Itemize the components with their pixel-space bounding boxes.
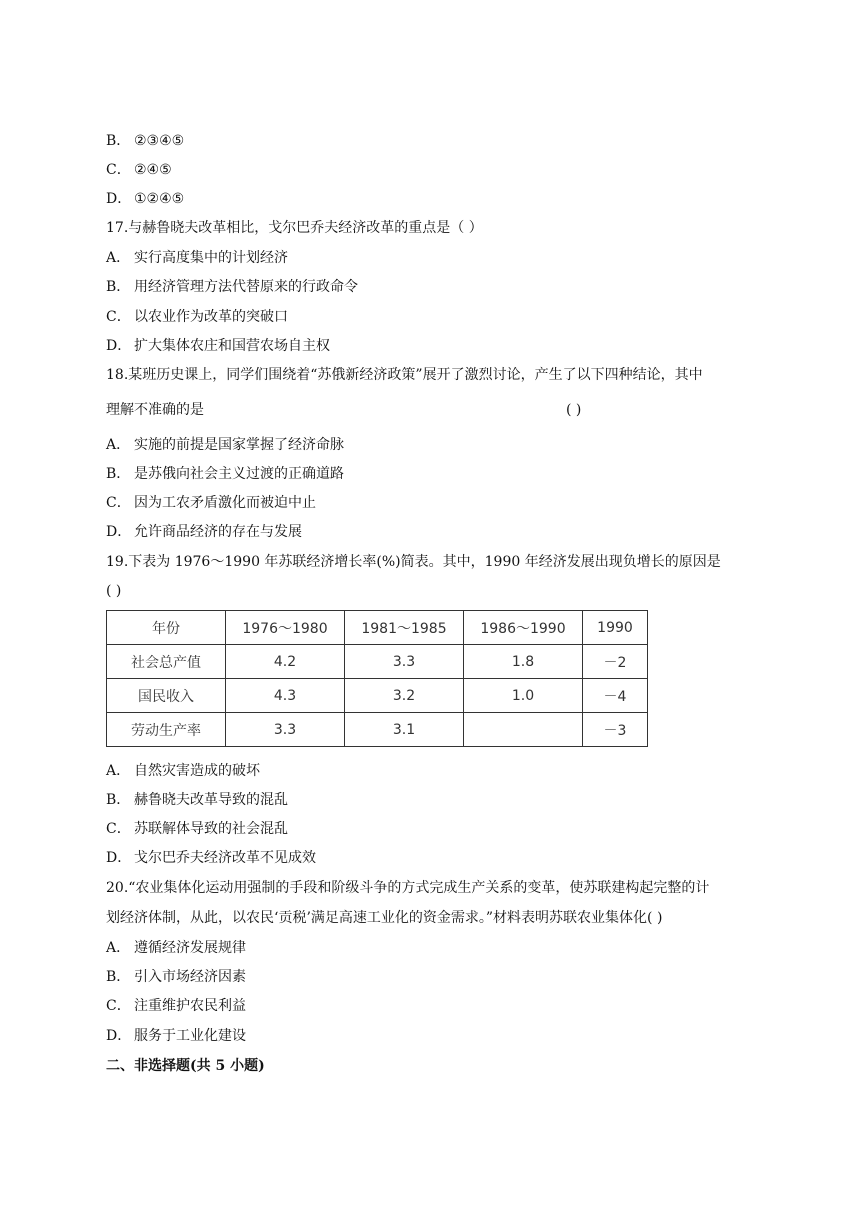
option-text: 因为工农矛盾激化而被迫中止: [134, 495, 316, 511]
option-letter: C．: [106, 998, 131, 1014]
table-cell: 3.3: [226, 713, 345, 747]
table-cell: 4.2: [226, 645, 345, 679]
option-text: 引入市场经济因素: [134, 969, 246, 985]
option-letter: B．: [106, 969, 131, 985]
option-text: 赫鲁晓夫改革导致的混乱: [134, 792, 288, 808]
q19-option-c: [106, 819, 288, 839]
growth-rate-table: [106, 610, 648, 747]
option-letter: B．: [106, 133, 131, 149]
option-letter: B．: [106, 279, 131, 295]
option-text: 允许商品经济的存在与发展: [134, 524, 302, 540]
option-text: 戈尔巴乔夫经济改革不见成效: [134, 850, 316, 866]
q20-stem-line1: 20.“农业集体化运动用强制的手段和阶级斗争的方式完成生产关系的变革，使苏联建构起完整的计: [106, 880, 710, 896]
option-text: 用经济管理方法代替原来的行政命令: [134, 279, 358, 295]
table-cell: [464, 713, 583, 747]
option-letter: C．: [106, 821, 131, 837]
q19-option-d: [106, 848, 316, 868]
option-text: 注重维护农民利益: [134, 998, 246, 1014]
option-text: 服务于工业化建设: [134, 1028, 246, 1044]
table-cell: 国民收入: [107, 679, 226, 713]
q18-stem-line1: 18.某班历史课上，同学们围绕着“苏俄新经济政策”展开了激烈讨论，产生了以下四种结论，其中: [106, 367, 703, 383]
q18-option-a: [106, 435, 344, 455]
option-text: 以农业作为改革的突破口: [134, 309, 288, 325]
q19-stem-line1: 19.下表为 1976～1990 年苏联经济增长率(%)简表。其中，1990 年经济发展出现负增长的原因是: [106, 554, 721, 570]
option-letter: D．: [106, 524, 132, 540]
q18-option-c: [106, 493, 316, 513]
option-text: 自然灾害造成的破坏: [134, 763, 260, 779]
option-letter: C．: [106, 309, 131, 325]
table-cell: －2: [583, 645, 648, 679]
table-header-cell: 1986～1990: [464, 611, 583, 645]
option-text: 遵循经济发展规律: [134, 940, 246, 956]
q17-option-a: [106, 248, 288, 268]
table-cell: 3.3: [345, 645, 464, 679]
q17-option-d: [106, 336, 330, 356]
table-row: [107, 679, 648, 713]
table-cell: 3.2: [345, 679, 464, 713]
q19-option-a: [106, 761, 260, 781]
table-header-cell: 1981～1985: [345, 611, 464, 645]
table-cell: 社会总产值: [107, 645, 226, 679]
option-letter: A．: [106, 437, 131, 453]
q16-option-b: [106, 131, 184, 151]
option-letter: D．: [106, 338, 132, 354]
option-letter: D．: [106, 191, 132, 207]
table-cell: 4.3: [226, 679, 345, 713]
table-row: [107, 713, 648, 747]
q18-answer-paren: ( ): [566, 402, 582, 418]
q17-option-b: [106, 277, 358, 297]
option-text: ①②④⑤: [134, 191, 185, 207]
option-letter: B．: [106, 466, 131, 482]
q16-option-c: [106, 160, 172, 180]
table-cell: －3: [583, 713, 648, 747]
option-letter: A．: [106, 250, 131, 266]
q17-option-c: [106, 307, 288, 327]
q20-option-c: [106, 996, 246, 1016]
q18-option-b: [106, 464, 344, 484]
option-text: 扩大集体农庄和国营农场自主权: [134, 338, 330, 354]
option-letter: A．: [106, 763, 131, 779]
table-header-row: [107, 611, 648, 645]
table-cell: 1.8: [464, 645, 583, 679]
q20-option-b: [106, 967, 246, 987]
q16-option-d: [106, 189, 184, 209]
q19-stem-line2: ( ): [106, 583, 122, 599]
q19-option-b: [106, 790, 288, 810]
option-letter: A．: [106, 940, 131, 956]
section-heading: 二、非选择题(共 5 小题): [106, 1058, 265, 1074]
q20-stem-line2: 划经济体制，从此，以农民‘贡税’满足高速工业化的资金需求。”材料表明苏联农业集体化( ): [106, 910, 663, 926]
q18-option-d: [106, 522, 302, 542]
option-letter: C．: [106, 495, 131, 511]
option-text: 苏联解体导致的社会混乱: [134, 821, 288, 837]
option-letter: C．: [106, 162, 131, 178]
table-header-cell: 1990: [583, 611, 648, 645]
q20-option-d: [106, 1026, 246, 1046]
q20-option-a: [106, 938, 246, 958]
option-text: 实施的前提是国家掌握了经济命脉: [134, 437, 344, 453]
option-text: ②④⑤: [134, 162, 172, 178]
table-header-cell: 年份: [107, 611, 226, 645]
option-text: 是苏俄向社会主义过渡的正确道路: [134, 466, 344, 482]
table-cell: －4: [583, 679, 648, 713]
option-letter: D．: [106, 850, 132, 866]
table-row: [107, 645, 648, 679]
option-text: ②③④⑤: [134, 133, 185, 149]
option-letter: D．: [106, 1028, 132, 1044]
q18-stem-line2: 理解不准确的是: [106, 402, 204, 418]
q17-stem: 17.与赫鲁晓夫改革相比，戈尔巴乔夫经济改革的重点是（ ）: [106, 220, 483, 236]
table-cell: 1.0: [464, 679, 583, 713]
option-text: 实行高度集中的计划经济: [134, 250, 288, 266]
table-cell: 劳动生产率: [107, 713, 226, 747]
table-cell: 3.1: [345, 713, 464, 747]
option-letter: B．: [106, 792, 131, 808]
table-header-cell: 1976～1980: [226, 611, 345, 645]
